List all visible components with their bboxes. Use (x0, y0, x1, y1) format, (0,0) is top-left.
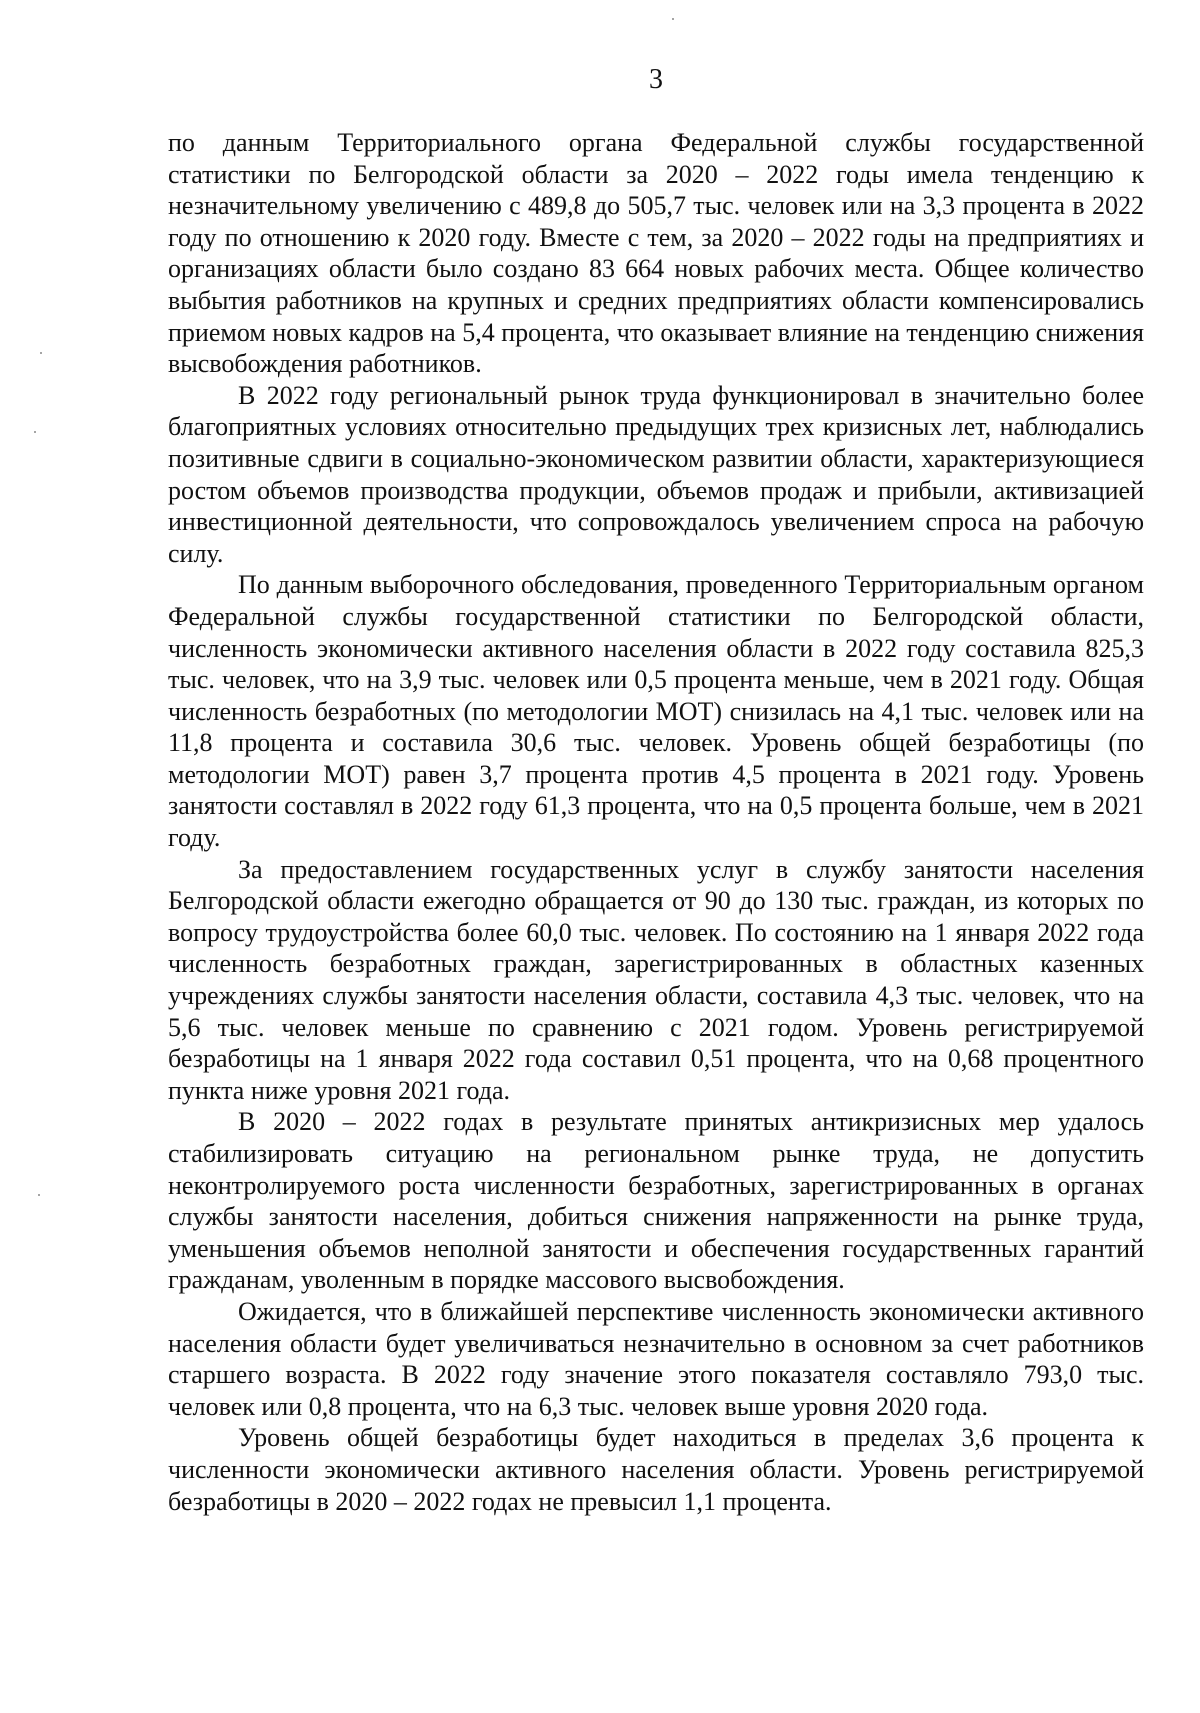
scan-speck (40, 352, 42, 354)
paragraph-continuation: по данным Территориального органа Федеральной службы государственной статистики по Белгородской области за 2020 – 2022 годы имела тенденцию к незначительному увеличению с 489,8 до 505,7 тыс. человек или на 3,3 процента в 2022 году по отношению к 2020 году. Вместе с тем, за 2020 – 2022 годы на предприятиях и организациях области было создано 83 664 новых рабочих места. Общее количество выбытия работников на крупных и средних предприятиях области компенсировались приемом новых кадров на 5,4 процента, что оказывает влияние на тенденцию снижения высвобождения работников. (168, 128, 1144, 379)
paragraph: По данным выборочного обследования, проведенного Территориальным органом Федеральной службы государственной статистики по Белгородской области, численность экономически активного населения области в 2022 году составила 825,3 тыс. человек, что на 3,9 тыс. человек или 0,5 процента меньше, чем в 2021 году. Общая численность безработных (по методологии МОТ) снизилась на 4,1 тыс. человек или на 11,8 процента и составила 30,6 тыс. человек. Уровень общей безработицы (по методологии МОТ) равен 3,7 процента против 4,5 процента в 2021 году. Уровень занятости составлял в 2022 году 61,3 процента, что на 0,5 процента больше, чем в 2021 году. (168, 570, 1144, 853)
scan-speck (34, 431, 36, 433)
paragraph: В 2022 году региональный рынок труда функционировал в значительно более благоприятных условиях относительно предыдущих трех кризисных лет, наблюдались позитивные сдвиги в социально-экономическом развитии области, характеризующиеся ростом объемов производства продукции, объемов продаж и прибыли, активизацией инвестиционной деятельности, что сопровождалось увеличением спроса на рабочую силу. (168, 380, 1144, 568)
paragraph: Ожидается, что в ближайшей перспективе численность экономически активного населения области будет увеличиваться незначительно в основном за счет работников старшего возраста. В 2022 году значение этого показателя составляло 793,0 тыс. человек или 0,8 процента, что на 6,3 тыс. человек выше уровня 2020 года. (168, 1296, 1144, 1421)
scan-speck (38, 1194, 40, 1196)
page-number: 3 (649, 64, 663, 95)
body-text (168, 127, 1144, 1517)
paragraph: За предоставлением государственных услуг в службу занятости населения Белгородской области ежегодно обращается от 90 до 130 тыс. граждан, из которых по вопросу трудоустройства более 60,0 тыс. человек. По состоянию на 1 января 2022 года численность безработных граждан, зарегистрированных в областных казенных учреждениях службы занятости населения области, составила 4,3 тыс. человек, что на 5,6 тыс. человек меньше по сравнению с 2021 годом. Уровень регистрируемой безработицы на 1 января 2022 года составил 0,51 процента, что на 0,68 процентного пункта ниже уровня 2021 года. (168, 854, 1144, 1105)
paragraph: В 2020 – 2022 годах в результате принятых антикризисных мер удалось стабилизировать ситуацию на региональном рынке труда, не допустить неконтролируемого роста численности безработных, зарегистрированных в органах службы занятости населения, добиться снижения напряженности на рынке труда, уменьшения объемов неполной занятости и обеспечения государственных гарантий гражданам, уволенным в порядке массового высвобождения. (168, 1107, 1144, 1295)
scan-speck (672, 18, 674, 20)
paragraph: Уровень общей безработицы будет находиться в пределах 3,6 процента к численности экономически активного населения области. Уровень регистрируемой безработицы в 2020 – 2022 годах не превысил 1,1 процента. (168, 1423, 1144, 1516)
